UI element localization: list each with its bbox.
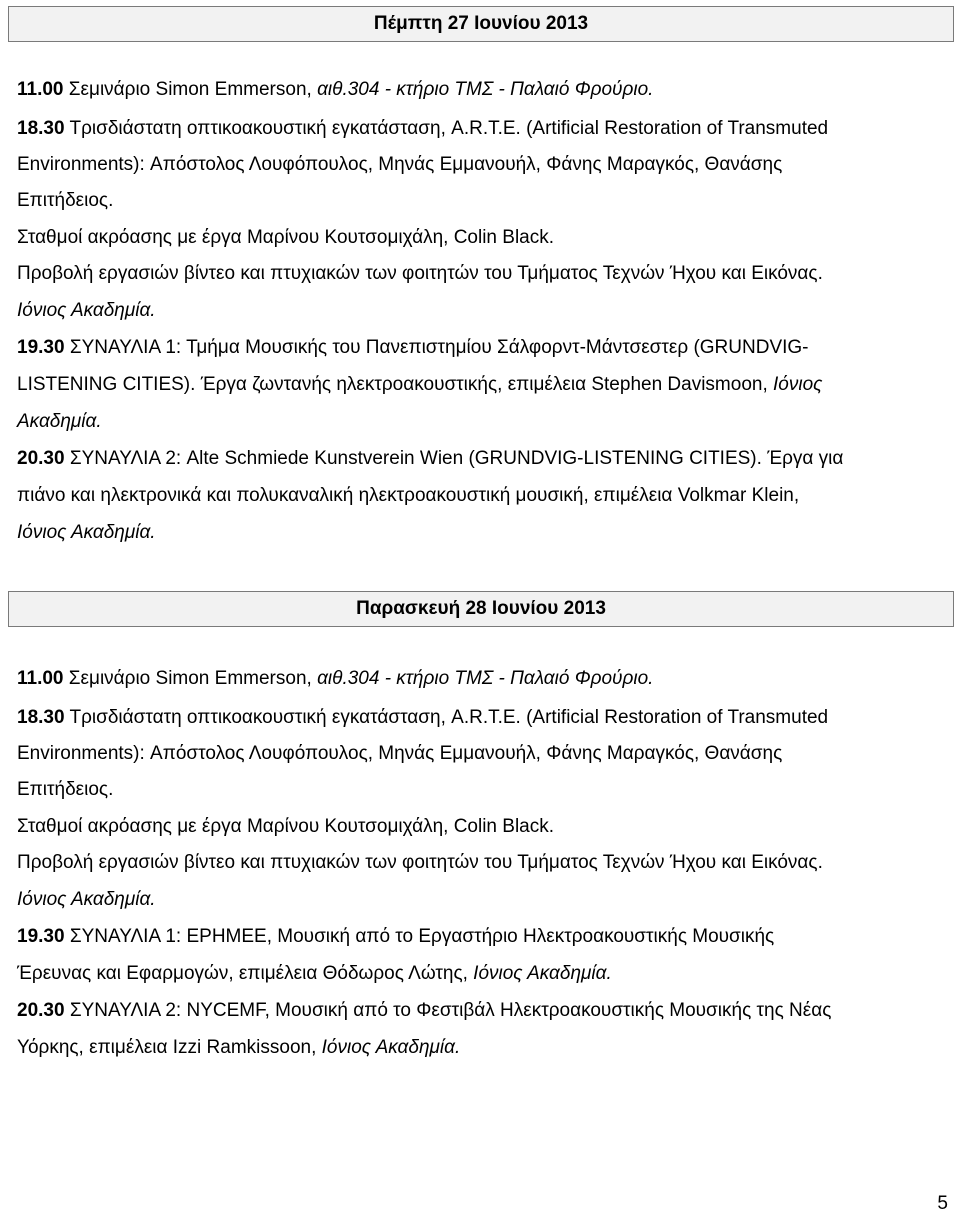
schedule-line — [17, 815, 554, 839]
event-text: Προβολή εργασιών βίντεο και πτυχιακών των φοιτητών του Τμήματος Τεχνών Ήχου και Εικόνας. — [17, 852, 823, 873]
event-text: Σταθμοί ακρόασης με έργα Μαρίνου Κουτσομιχάλη, Colin Black. — [17, 227, 555, 248]
schedule-line — [17, 336, 809, 360]
event-text: Επιτήδειος. — [17, 779, 114, 800]
schedule-line — [17, 999, 831, 1023]
schedule-line — [17, 117, 828, 141]
venue-text: Ακαδημία. — [17, 411, 102, 432]
venue-text: αιθ.304 - κτήριο ΤΜΣ - Παλαιό Φρούριο. — [317, 668, 654, 689]
schedule-line — [17, 189, 113, 213]
schedule-line — [17, 410, 102, 434]
event-time: 19.30 — [17, 926, 65, 947]
schedule-line — [17, 226, 554, 250]
event-time: 20.30 — [17, 448, 65, 469]
day-header: Παρασκευή 28 Ιουνίου 2013 — [8, 591, 954, 627]
schedule-line — [17, 153, 782, 177]
event-time: 19.30 — [17, 337, 65, 358]
schedule-line — [17, 521, 156, 545]
day-header: Πέμπτη 27 Ιουνίου 2013 — [8, 6, 954, 42]
event-time: 18.30 — [17, 118, 65, 139]
event-time: 18.30 — [17, 707, 65, 728]
schedule-line — [17, 299, 156, 323]
venue-text: Ιόνιος Ακαδημία. — [17, 522, 156, 543]
event-text: Environments): Απόστολος Λουφόπουλος, Μηνάς Εμμανουήλ, Φάνης Μαραγκός, Θανάσης — [17, 743, 783, 764]
venue-text: Ιόνιος Ακαδημία. — [17, 889, 156, 910]
event-text: LISTENING CITIES). Έργα ζωντανής ηλεκτροακουστικής, επιμέλεια Stephen Davismoon, — [17, 374, 774, 395]
venue-text: Ιόνιος Ακαδημία. — [321, 1037, 461, 1058]
page-number: 5 — [937, 1193, 948, 1214]
event-text: Επιτήδειος. — [17, 190, 114, 211]
schedule-line — [17, 925, 774, 949]
venue-text: Ιόνιος Ακαδημία. — [473, 963, 612, 984]
schedule-line — [17, 373, 822, 397]
schedule-line — [17, 706, 828, 730]
event-text: Προβολή εργασιών βίντεο και πτυχιακών των φοιτητών του Τμήματος Τεχνών Ήχου και Εικόνας. — [17, 263, 823, 284]
schedule-line — [17, 262, 823, 286]
event-text: Τρισδιάστατη οπτικοακουστική εγκατάσταση, A.R.T.E. (Artificial Restoration of Transmuted — [64, 118, 829, 139]
schedule-line — [17, 1036, 460, 1060]
venue-text: Ιόνιος — [773, 374, 823, 395]
venue-text: αιθ.304 - κτήριο ΤΜΣ - Παλαιό Φρούριο. — [317, 79, 654, 100]
event-text: Σεμινάριο Simon Emmerson, — [63, 668, 318, 689]
event-text: Τρισδιάστατη οπτικοακουστική εγκατάσταση, A.R.T.E. (Artificial Restoration of Transmuted — [64, 707, 829, 728]
schedule-line — [17, 484, 799, 508]
schedule-line — [17, 962, 612, 986]
event-time: 11.00 — [17, 668, 64, 689]
schedule-line — [17, 778, 113, 802]
event-text: ΣΥΝΑΥΛΙΑ 1: Τμήμα Μουσικής του Πανεπιστημίου Σάλφορντ-Μάντσεστερ (GRUNDVIG- — [64, 337, 809, 358]
schedule-line — [17, 78, 653, 102]
schedule-line — [17, 667, 653, 691]
event-text: Σεμινάριο Simon Emmerson, — [63, 79, 318, 100]
event-text: Έρευνας και Εφαρμογών, επιμέλεια Θόδωρος Λώτης, — [17, 963, 474, 984]
event-text: Environments): Απόστολος Λουφόπουλος, Μηνάς Εμμανουήλ, Φάνης Μαραγκός, Θανάσης — [17, 154, 783, 175]
event-text: πιάνο και ηλεκτρονικά και πολυκαναλική ηλεκτροακουστική μουσική, επιμέλεια Volkmar Klein, — [17, 485, 800, 506]
schedule-line — [17, 888, 156, 912]
venue-text: Ιόνιος Ακαδημία. — [17, 300, 156, 321]
event-text: ΣΥΝΑΥΛΙΑ 2: NYCEMF, Μουσική από το Φεστιβάλ Ηλεκτροακουστικής Μουσικής της Νέας — [64, 1000, 832, 1021]
event-time: 11.00 — [17, 79, 64, 100]
event-time: 20.30 — [17, 1000, 65, 1021]
schedule-line — [17, 447, 843, 471]
schedule-line — [17, 851, 823, 875]
event-text: ΣΥΝΑΥΛΙΑ 2: Alte Schmiede Kunstverein Wien (GRUNDVIG-LISTENING CITIES). Έργα για — [64, 448, 844, 469]
event-text: Σταθμοί ακρόασης με έργα Μαρίνου Κουτσομιχάλη, Colin Black. — [17, 816, 555, 837]
event-text: ΣΥΝΑΥΛΙΑ 1: ΕΡΗΜΕΕ, Μουσική από το Εργαστήριο Ηλεκτροακουστικής Μουσικής — [64, 926, 775, 947]
event-text: Υόρκης, επιμέλεια Izzi Ramkissoon, — [17, 1037, 322, 1058]
schedule-line — [17, 742, 782, 766]
